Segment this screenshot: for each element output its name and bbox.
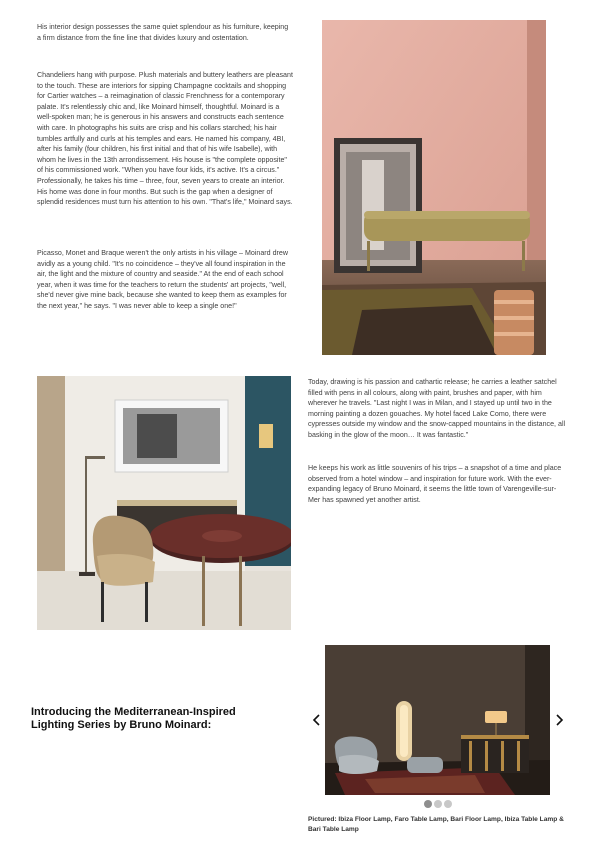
dining-room-photo <box>37 376 291 630</box>
article-paragraph-5: He keeps his work as little souvenirs of his trips – a snapshot of a time and place observed from a hotel window – and inspiration for future work. With the ever-expanding legacy of Bruno Moinard, it seems the little town of Varengeville-sur-Mer has spawned yet another artist. <box>308 464 562 504</box>
lighting-series-heading: Introducing the Mediterranean-Inspired Lighting Series by Bruno Moinard: <box>31 706 236 731</box>
pink-room-bench-photo <box>322 20 546 355</box>
slide-caption: Pictured: Ibiza Floor Lamp, Faro Table Lamp, Bari Floor Lamp, Ibiza Table Lamp & Bari Table Lamp <box>308 816 564 833</box>
article-paragraph-2: Chandeliers hang with purpose. Plush materials and buttery leathers are pleasant to the touch. These are interiors for sipping Champagne cocktails and shopping for Cartier watches – a reimagination of classic Frenchness for a contemporary palate. It's relentlessly chic and, like Moinard himself, thoughtful. Moinard is a well-spoken man; he is generous in his answers and constructs each sentence with care. In photographs his suits are crisp and his collars starched; his hair tumbles artfully and curls at his temples and ears. He named his company, 4BI, after his family (four children, his first initial and that of his wife Isabelle), with whom he lives in the 13th arrondissement. His house is "the complete opposite" of his commissioned work. "When you have four kids, it's active. It's a circus." Professionally, he takes his time – three, four, seven years to create an interior. His home was done in four months. But such is the gap when a designer of splendid residences must turn his attention to his own. "That's life," Moinard says. <box>37 71 293 207</box>
carousel-pagination <box>424 800 452 808</box>
article-paragraph-4: Today, drawing is his passion and cathartic release; he carries a leather satchel filled with pens in all colours, along with paint, brushes and paper, with him wherever he travels. "Last night I was in Milan, and I stayed up until two in the morning painting a dozen gouaches. My hotel faced Lake Como, there were cypresses outside my window and the snow-capped mountains in the distance, all basking in the glow of the moon… It was fantastic." <box>308 378 566 439</box>
carousel-dot-2[interactable] <box>434 800 442 808</box>
article-paragraph-3: Picasso, Monet and Braque weren't the only artists in his village – Moinard drew avidly as a young child. "It's no coincidence – they've all found inspiration in the air, the light and the mixture of country and seaside." At the end of each school year, when it was time for the teachers to return the students' art projects, "well, she'd never give mine back, because she wanted to keep them as examples for the next year," he says. "I was never able to keep a single one!" <box>37 249 288 310</box>
carousel-dot-1[interactable] <box>424 800 432 808</box>
article-paragraph-1: His interior design possesses the same quiet splendour as his furniture, keeping a firm distance from the fine line that divides luxury and ostentation. <box>37 23 289 42</box>
chevron-left-icon[interactable] <box>309 712 325 728</box>
lighting-series-slide-photo <box>325 645 550 795</box>
chevron-right-icon[interactable] <box>551 712 567 728</box>
carousel-dot-3[interactable] <box>444 800 452 808</box>
